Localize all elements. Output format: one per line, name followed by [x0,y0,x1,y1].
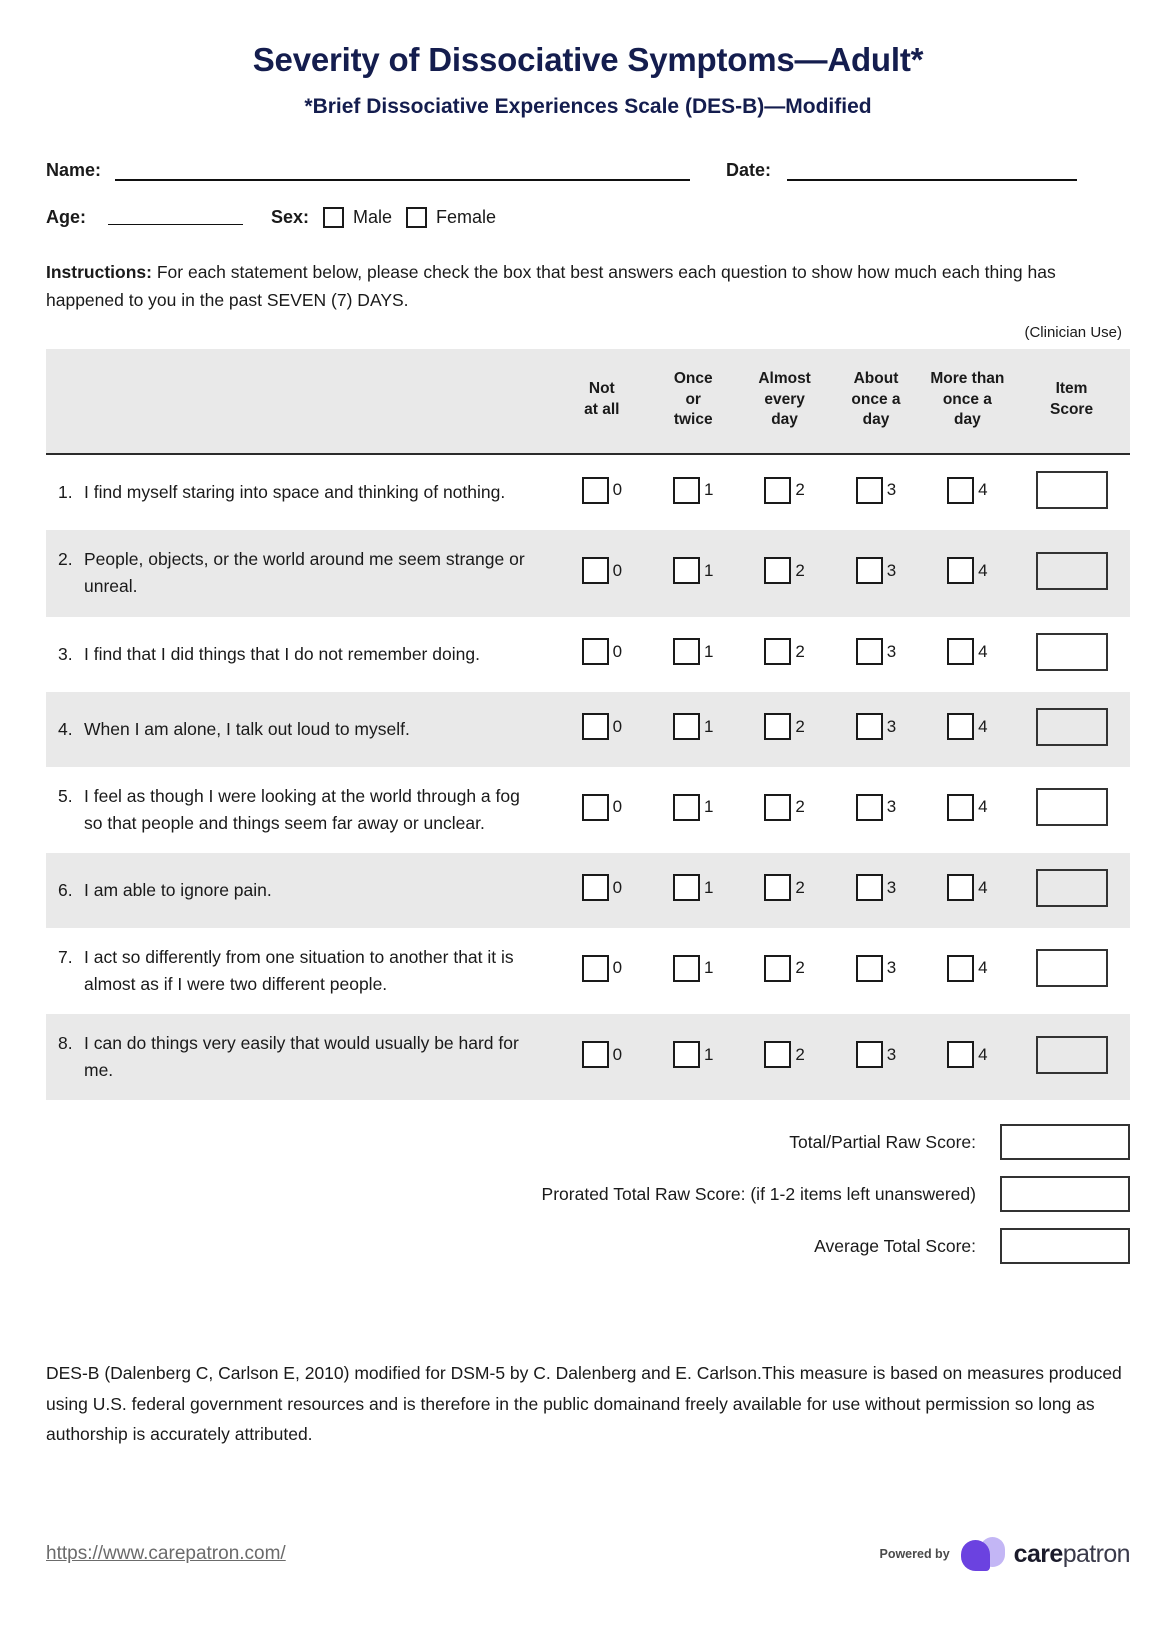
checkbox-option-icon[interactable] [856,638,883,665]
checkbox-option-icon[interactable] [673,1041,700,1068]
statement-text: I act so differently from one situation to another that it is almost as if I were two different people. [84,946,514,994]
table-row [46,928,1130,1014]
item-score-input[interactable] [1036,552,1108,590]
item-score-cell[interactable] [1013,530,1130,616]
table-header-row [46,349,1130,455]
option-value-label: 1 [703,958,714,978]
option-value-label: 2 [795,716,805,736]
date-input[interactable] [787,159,1077,181]
header-line: at all [584,400,620,418]
option-wrapper[interactable] [856,557,896,584]
checkbox-female-icon[interactable] [406,207,427,228]
statement-text: I feel as though I were looking at the world through a fog so that people and things seem far away or unclear. [84,785,520,833]
page-title: Severity of Dissociative Symptoms—Adult* [252,41,924,78]
option-cell[interactable] [922,853,1013,928]
instructions-label: Instructions: [46,261,152,282]
item-score-cell[interactable] [1013,767,1130,853]
column-header-more-than-once-a-day [922,349,1013,455]
option-wrapper[interactable] [856,794,896,821]
option-value-label: 0 [612,958,623,978]
option-value-label: 4 [978,797,988,817]
table-row [46,767,1130,853]
header-line: Item [1055,380,1088,398]
statement-text: I find myself staring into space and thinking of nothing. [84,482,506,503]
option-wrapper[interactable] [673,557,713,584]
table-row [46,530,1130,616]
statement-cell [46,767,556,853]
option-wrapper[interactable] [856,713,896,740]
table-body [46,454,1130,1100]
option-value-label: 4 [978,716,988,736]
option-wrapper[interactable] [947,1041,987,1068]
wordmark-bold: care [1013,1539,1063,1568]
clinician-use-note: (Clinician Use) [1024,323,1122,341]
option-wrapper[interactable] [673,1041,713,1068]
option-value-label: 2 [795,480,805,500]
option-cell[interactable] [556,617,647,692]
option-wrapper[interactable] [673,874,713,901]
option-wrapper[interactable] [582,638,622,665]
checkbox-option-icon[interactable] [856,794,883,821]
statement-inner [58,641,538,668]
checkbox-option-icon[interactable] [764,874,791,901]
option-wrapper[interactable] [947,874,987,901]
checkbox-option-icon[interactable] [947,477,974,504]
option-wrapper[interactable] [673,713,713,740]
checkbox-option-icon[interactable] [582,794,609,821]
option-wrapper[interactable] [582,713,622,740]
option-value-label: 2 [795,641,805,661]
carepatron-wordmark [1014,1540,1130,1569]
checkbox-option-icon[interactable] [582,713,609,740]
option-value-label: 0 [612,480,623,500]
option-value-label: 0 [612,1044,623,1064]
total-row [46,1176,1130,1212]
option-wrapper[interactable] [673,477,713,504]
item-score-cell[interactable] [1013,692,1130,767]
option-value-label: 0 [612,716,623,736]
option-wrapper[interactable] [673,794,713,821]
checkbox-option-icon[interactable] [673,713,700,740]
dissociative-scale-table [46,349,1130,1101]
option-cell[interactable] [922,1014,1013,1100]
checkbox-option-icon[interactable] [856,955,883,982]
header-line: Once [673,369,713,387]
checkbox-option-icon[interactable] [582,557,609,584]
item-score-cell[interactable] [1013,928,1130,1014]
header-line: every [764,390,805,408]
checkbox-option-icon[interactable] [673,477,700,504]
age-label: Age: [46,206,86,227]
option-value-label: 0 [612,641,623,661]
option-cell[interactable] [556,1014,647,1100]
option-cell[interactable] [739,530,830,616]
option-wrapper[interactable] [673,638,713,665]
option-cell[interactable] [830,853,921,928]
instructions-body: For each statement below, please check the box that best answers each question to show how much each thing has happened to you in the past SEVEN (7) DAYS. [46,261,1056,310]
item-score-cell[interactable] [1013,853,1130,928]
checkbox-option-icon[interactable] [582,477,609,504]
option-cell[interactable] [922,530,1013,616]
option-wrapper[interactable] [764,794,804,821]
statement-inner [58,783,538,837]
option-wrapper[interactable] [673,955,713,982]
option-value-label: 4 [978,1044,988,1064]
wordmark-light: patron [1062,1539,1130,1568]
option-cell[interactable] [556,853,647,928]
checkbox-option-icon[interactable] [582,1041,609,1068]
checkbox-option-icon[interactable] [764,1041,791,1068]
checkbox-option-icon[interactable] [764,477,791,504]
carepatron-brand [879,1537,1130,1571]
option-cell[interactable] [739,454,830,530]
option-cell[interactable] [648,692,739,767]
option-cell[interactable] [830,1014,921,1100]
option-cell[interactable] [648,767,739,853]
sex-option-female-label: Female [436,206,497,227]
checkbox-option-icon[interactable] [673,638,700,665]
statement-text: People, objects, or the world around me seem strange or unreal. [84,549,525,597]
statement-number: 8. [58,1033,73,1054]
sex-option-female[interactable] [406,207,496,228]
statement-inner [58,546,538,600]
option-wrapper[interactable] [764,874,804,901]
option-cell[interactable] [922,692,1013,767]
page-footer [46,1537,1130,1571]
option-cell[interactable] [922,454,1013,530]
option-value-label: 1 [703,560,714,580]
total-input[interactable] [1000,1228,1130,1264]
statement-inner [58,1030,538,1084]
item-score-input[interactable] [1036,633,1108,671]
option-wrapper[interactable] [856,638,896,665]
option-wrapper[interactable] [947,557,987,584]
option-value-label: 3 [886,480,897,500]
item-score-input[interactable] [1036,869,1108,907]
statement-text: I can do things very easily that would usually be hard for me. [84,1033,519,1081]
option-cell[interactable] [648,617,739,692]
page-subtitle: *Brief Dissociative Experiences Scale (DES-B)—Modified [304,94,872,118]
header-line: once a [851,390,901,408]
option-value-label: 4 [978,958,988,978]
option-value-label: 1 [703,877,714,897]
option-value-label: 0 [612,560,623,580]
statement-number: 6. [58,879,73,900]
header-line: Almost [758,369,811,387]
option-cell[interactable] [830,692,921,767]
option-cell[interactable] [830,454,921,530]
attribution-text: DES-B (Dalenberg C, Carlson E, 2010) modified for DSM-5 by C. Dalenberg and E. Carlson.This measure is based on measures produced using U.S. federal government resources and is therefore in the public domainand freely available for use without permission so long as authorship is accurately attributed. [46,1363,1122,1445]
statement-text: When I am alone, I talk out loud to myself. [84,718,410,739]
option-wrapper[interactable] [947,638,987,665]
option-value-label: 1 [703,1044,714,1064]
option-wrapper[interactable] [582,557,622,584]
item-score-input[interactable] [1036,708,1108,746]
checkbox-male-icon[interactable] [323,207,344,228]
header-line: Score [1049,400,1094,418]
option-value-label: 3 [886,560,897,580]
option-cell[interactable] [556,767,647,853]
option-value-label: 3 [886,797,897,817]
header-line: twice [673,411,713,429]
header-line: day [862,411,890,429]
option-wrapper[interactable] [947,477,987,504]
option-value-label: 1 [703,797,714,817]
option-cell[interactable] [556,454,647,530]
statement-text: I find that I did things that I do not remember doing. [84,643,480,664]
checkbox-option-icon[interactable] [764,794,791,821]
item-score-cell[interactable] [1013,454,1130,530]
statement-inner [58,479,538,506]
option-wrapper[interactable] [856,1041,896,1068]
sex-label: Sex: [271,206,310,227]
checkbox-option-icon[interactable] [947,557,974,584]
option-cell[interactable] [922,928,1013,1014]
identity-fields [46,159,1130,228]
statement-text: I am able to ignore pain. [84,879,272,900]
option-wrapper[interactable] [582,794,622,821]
option-value-label: 3 [886,716,897,736]
option-value-label: 4 [978,877,988,897]
header-line: More than [930,369,1005,387]
header-line: once a [942,390,992,408]
total-row [46,1124,1130,1160]
column-header-once-or-twice [648,349,739,455]
checkbox-option-icon[interactable] [764,955,791,982]
option-wrapper[interactable] [947,955,987,982]
statement-inner [58,877,538,904]
checkbox-option-icon[interactable] [947,713,974,740]
option-value-label: 4 [978,641,988,661]
statement-cell [46,853,556,928]
checkbox-option-icon[interactable] [673,557,700,584]
header-line: day [954,411,981,429]
checkbox-option-icon[interactable] [856,874,883,901]
option-cell[interactable] [830,617,921,692]
option-value-label: 0 [612,797,623,817]
checkbox-option-icon[interactable] [947,794,974,821]
statement-number: 4. [58,718,73,739]
checkbox-option-icon[interactable] [856,713,883,740]
sex-option-male[interactable] [323,207,392,228]
option-cell[interactable] [739,853,830,928]
option-value-label: 0 [612,877,623,897]
option-cell[interactable] [830,530,921,616]
option-value-label: 4 [978,480,988,500]
statement-cell [46,454,556,530]
checkbox-option-icon[interactable] [673,874,700,901]
option-value-label: 1 [703,480,714,500]
option-wrapper[interactable] [764,713,804,740]
option-wrapper[interactable] [582,1041,622,1068]
header-line: Not [588,380,615,398]
table-row [46,454,1130,530]
date-label: Date: [726,159,772,180]
option-cell[interactable] [739,692,830,767]
checkbox-option-icon[interactable] [673,955,700,982]
checkbox-option-icon[interactable] [947,638,974,665]
column-header-not-at-all [556,349,647,455]
option-cell[interactable] [830,767,921,853]
option-cell[interactable] [556,692,647,767]
option-value-label: 2 [795,560,805,580]
option-cell[interactable] [739,767,830,853]
option-wrapper[interactable] [856,874,896,901]
checkbox-option-icon[interactable] [764,638,791,665]
header-line: or [685,390,701,408]
statement-number: 5. [58,785,73,806]
column-header-about-once-a-day [830,349,921,455]
total-label: Total/Partial Raw Score: [789,1131,976,1152]
age-input[interactable] [108,209,243,225]
total-label: Average Total Score: [814,1235,976,1256]
item-score-cell[interactable] [1013,617,1130,692]
option-wrapper[interactable] [856,477,896,504]
option-cell[interactable] [648,530,739,616]
option-wrapper[interactable] [947,794,987,821]
option-cell[interactable] [556,928,647,1014]
option-cell[interactable] [922,767,1013,853]
option-value-label: 2 [795,877,805,897]
option-cell[interactable] [739,928,830,1014]
option-wrapper[interactable] [764,477,804,504]
total-label: Prorated Total Raw Score: (if 1-2 items left unanswered) [541,1183,976,1204]
item-score-input[interactable] [1036,788,1108,826]
name-input[interactable] [115,159,690,181]
option-value-label: 3 [886,641,897,661]
total-row [46,1228,1130,1264]
option-cell[interactable] [739,1014,830,1100]
table-row [46,853,1130,928]
checkbox-option-icon[interactable] [856,477,883,504]
option-wrapper[interactable] [582,477,622,504]
option-wrapper[interactable] [856,955,896,982]
column-header-statement [46,349,556,455]
totals-section [46,1124,1130,1264]
total-input[interactable] [1000,1124,1130,1160]
total-input[interactable] [1000,1176,1130,1212]
powered-by-label: Powered by [879,1547,950,1561]
statement-cell [46,928,556,1014]
option-cell[interactable] [922,617,1013,692]
option-wrapper[interactable] [764,638,804,665]
option-cell[interactable] [556,530,647,616]
name-label: Name: [46,159,102,180]
checkbox-option-icon[interactable] [582,874,609,901]
item-score-input[interactable] [1036,949,1108,987]
carepatron-logo-icon [961,1537,1005,1571]
column-header-almost-every-day [739,349,830,455]
header-line: About [853,369,899,387]
option-wrapper[interactable] [947,713,987,740]
option-value-label: 3 [886,877,897,897]
statement-inner [58,944,538,998]
item-score-input[interactable] [1036,471,1108,509]
option-wrapper[interactable] [764,557,804,584]
statement-number: 7. [58,946,73,967]
table-row [46,1014,1130,1100]
checkbox-option-icon[interactable] [856,557,883,584]
statement-number: 3. [58,643,73,664]
option-cell[interactable] [648,1014,739,1100]
statement-inner [58,716,538,743]
checkbox-option-icon[interactable] [582,955,609,982]
option-value-label: 1 [703,641,714,661]
checkbox-option-icon[interactable] [764,557,791,584]
option-cell[interactable] [648,928,739,1014]
option-value-label: 2 [795,958,805,978]
sex-field-group [271,207,496,228]
header-line: day [771,411,798,429]
option-cell[interactable] [648,853,739,928]
option-wrapper[interactable] [764,955,804,982]
statement-cell [46,1014,556,1100]
statement-cell [46,530,556,616]
option-value-label: 2 [795,797,805,817]
carepatron-url-link[interactable]: https://www.carepatron.com/ [46,1543,286,1564]
option-wrapper[interactable] [582,955,622,982]
option-value-label: 3 [886,1044,897,1064]
option-value-label: 1 [703,716,714,736]
sex-option-male-label: Male [353,206,393,227]
item-score-input[interactable] [1036,1036,1108,1074]
option-cell[interactable] [739,617,830,692]
option-value-label: 3 [886,958,897,978]
statement-cell [46,692,556,767]
table-row [46,617,1130,692]
statement-number: 2. [58,549,73,570]
checkbox-option-icon[interactable] [947,1041,974,1068]
column-header-item-score [1013,349,1130,455]
option-wrapper[interactable] [582,874,622,901]
option-cell[interactable] [648,454,739,530]
checkbox-option-icon[interactable] [947,955,974,982]
instructions-paragraph [46,258,1056,314]
table-row [46,692,1130,767]
checkbox-option-icon[interactable] [673,794,700,821]
option-value-label: 2 [795,1044,805,1064]
logo-blob-front-icon [961,1540,990,1571]
checkbox-option-icon[interactable] [947,874,974,901]
checkbox-option-icon[interactable] [856,1041,883,1068]
item-score-cell[interactable] [1013,1014,1130,1100]
statement-number: 1. [58,482,73,503]
option-cell[interactable] [830,928,921,1014]
statement-cell [46,617,556,692]
option-wrapper[interactable] [764,1041,804,1068]
checkbox-option-icon[interactable] [764,713,791,740]
option-value-label: 4 [978,560,988,580]
checkbox-option-icon[interactable] [582,638,609,665]
